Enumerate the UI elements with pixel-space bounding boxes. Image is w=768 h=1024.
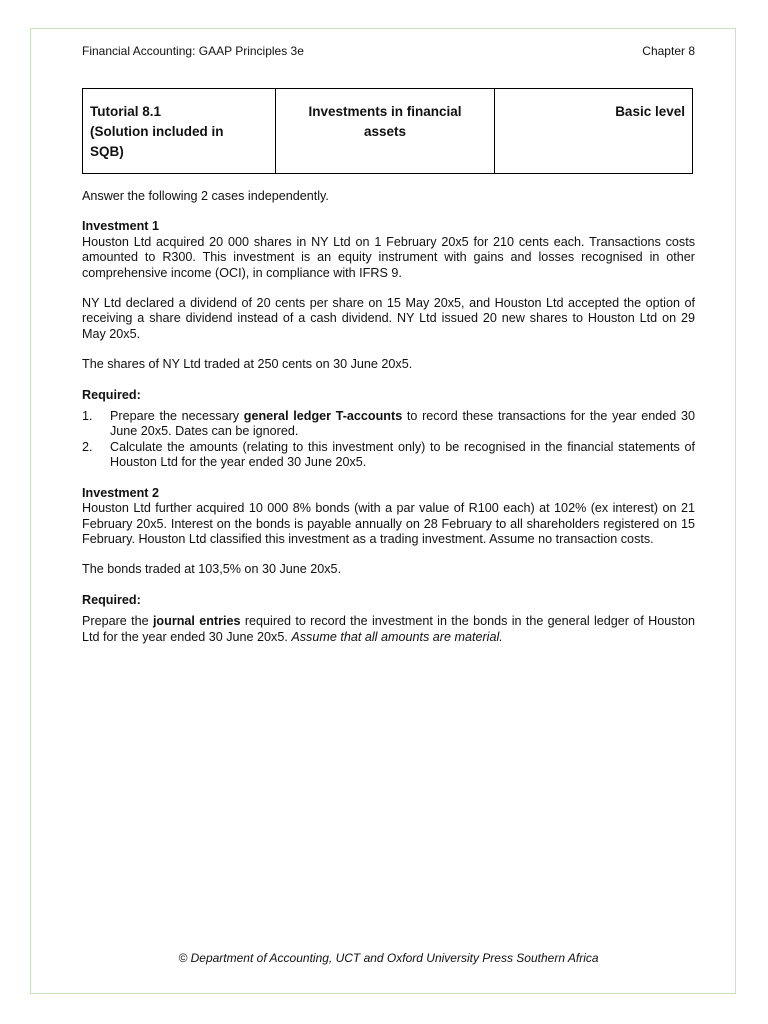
investment1-para2: NY Ltd declared a dividend of 20 cents per share on 15 May 20x5, and Houston Ltd accepted the option of receiving a share dividend instead of a cash dividend. NY Ltd issued 20 new shares to Houston Ltd on 29 May 20x5.: [82, 296, 695, 341]
tutorial-title-line: SQB): [90, 144, 124, 159]
body-text: [82, 189, 695, 660]
req-text-pre: Prepare the: [82, 614, 153, 629]
list-item: [82, 440, 695, 471]
req-text-italic: Assume that all amounts are material.: [291, 629, 503, 644]
investment1-required-list: [82, 409, 695, 471]
list-number: 2.: [82, 439, 93, 454]
list-number: 1.: [82, 409, 93, 424]
investment2-heading: Investment 2: [82, 485, 159, 500]
chapter-label: Chapter 8: [642, 44, 695, 58]
investment1-heading: Investment 1: [82, 219, 159, 234]
list-text: [110, 409, 695, 440]
tutorial-level: Basic level: [615, 104, 685, 119]
investment2-para1: Houston Ltd further acquired 10 000 8% bonds (with a par value of R100 each) at 102% (ex interest) on 21 February 20x5. Interest on the bonds is payable annually on 28 February to all shareholders registered on 15 February. Houston Ltd classified this investment as a trading investment. Assume no transaction costs.: [82, 501, 695, 546]
req-text-mid: required to record the investment in the bonds in the general ledger of Houston Ltd for the year ended 30 June 20x5.: [82, 614, 696, 644]
tutorial-title-line: Tutorial 8.1: [90, 104, 162, 119]
list-text-post: to record these transactions for the year ended 30 June 20x5. Dates can be ignored.: [110, 409, 695, 439]
investment2-required-heading: Required:: [82, 592, 141, 607]
list-text-pre: Prepare the necessary: [110, 409, 244, 424]
tutorial-title-line: (Solution included in: [90, 124, 224, 139]
tutorial-topic-cell: [276, 89, 495, 173]
page-footer: © Department of Accounting, UCT and Oxford University Press Southern Africa: [178, 951, 599, 965]
tutorial-topic-line: assets: [363, 124, 407, 139]
tutorial-title-cell: [83, 89, 276, 173]
book-title: Financial Accounting: GAAP Principles 3e: [82, 44, 304, 58]
list-text: [110, 440, 695, 471]
list-text-pre: Calculate the amounts (relating to this investment only) to be recognised in the financial statements of Houston Ltd for the year ended 30 June 20x5.: [110, 439, 695, 470]
list-text-bold: general ledger T-accounts: [243, 409, 403, 424]
list-item: [82, 409, 695, 440]
investment2-para2: The bonds traded at 103,5% on 30 June 20x5.: [82, 562, 342, 577]
tutorial-topic-line: Investments in financial: [308, 104, 462, 119]
investment1-para1: Houston Ltd acquired 20 000 shares in NY Ltd on 1 February 20x5 for 210 cents each. Transactions costs amounted to R300. This investment is an equity instrument with gains and losses recognised in other comprehensive income (OCI), in compliance with IFRS 9.: [82, 234, 695, 280]
intro-paragraph: Answer the following 2 cases independently.: [82, 189, 329, 203]
page-header: [82, 44, 695, 58]
investment1-required-heading: Required:: [82, 387, 141, 402]
investment1-para3: The shares of NY Ltd traded at 250 cents on 30 June 20x5.: [82, 357, 413, 372]
tutorial-level-cell: [495, 89, 692, 173]
req-text-bold: journal entries: [152, 614, 241, 629]
tutorial-box: [82, 88, 693, 174]
investment2-required-text: [82, 614, 695, 645]
